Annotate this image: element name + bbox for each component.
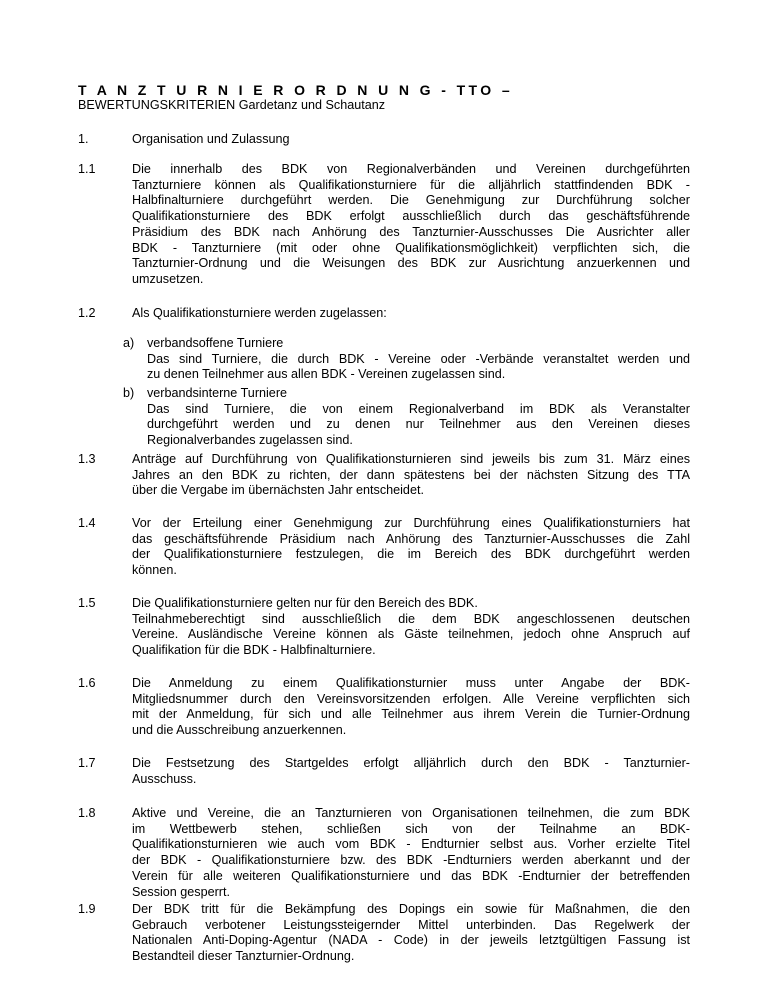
list-item-text: verbandsinterne Turniere Das sind Turniere, die von einem Regionalverband im BDK als Veranstalter durchgeführt werden und zu denen nur Teilnehmer aus den Vereinen dieses Regionalverbandes zugelassen sind.	[147, 386, 690, 448]
section-text: Anträge auf Durchführung von Qualifikationsturnieren sind jeweils bis zum 31. März eines Jahres an den BDK zu richten, der dann spätestens bei der nächsten Sitzung des TTA über die Vergabe im übernächsten Jahr entscheidet.	[132, 452, 690, 498]
section-text: Vor der Erteilung einer Genehmigung zur Durchführung eines Qualifikationsturniers hat das geschäftsführende Präsidium nach Anhörung des Tanzturnier-Ausschusses die Zahl der Qualifikationsturniere festzulegen, die im Bereich des BDK durchgeführt werden können.	[132, 516, 690, 578]
section-text: Die Anmeldung zu einem Qualifikationsturnier muss unter Angabe der BDK- Mitgliedsnummer durch den Vereinsvorsitzenden erfolgen. Alle Vereine verpflichten sich mit der Anmeldung, für sich und alle Teilnehmer aus ihrem Verein die Turnier-Ordnung und die Ausschreibung anzuerkennen.	[132, 676, 690, 738]
list-marker: b)	[123, 386, 135, 400]
section-text: Der BDK tritt für die Bekämpfung des Dopings ein sowie für Maßnahmen, die den Gebrauch verbotener Leistungssteigernder Mittel unterbinden. Das Regelwerk der Nationalen Anti-Doping-Agentur (NADA - Code) in der jeweils letztgültigen Fassung ist Bestandteil dieser Tanzturnier-Ordnung.	[132, 902, 690, 964]
list-marker: a)	[123, 336, 135, 350]
section-number: 1.	[78, 132, 89, 146]
section-number: 1.8	[78, 806, 96, 820]
section-number: 1.9	[78, 902, 96, 916]
section-text: Organisation und Zulassung	[132, 132, 290, 146]
document-subtitle: BEWERTUNGSKRITERIEN Gardetanz und Schautanz	[78, 98, 386, 112]
section-number: 1.1	[78, 162, 96, 176]
section-number: 1.4	[78, 516, 96, 530]
section-number: 1.7	[78, 756, 96, 770]
section-text: Die Festsetzung des Startgeldes erfolgt alljährlich durch den BDK - Tanzturnier- Ausschuss.	[132, 756, 690, 786]
document-title: T A N Z T U R N I E R O R D N U N G - TTO –	[78, 82, 514, 98]
section-text: Die Qualifikationsturniere gelten nur für den Bereich des BDK. Teilnahmeberechtigt sind ausschließlich die dem BDK angeschlossenen deutschen Vereine. Ausländische Vereine können als Gäste teilnehmen, jedoch ohne Anspruch auf Qualifikation für die BDK - Halbfinalturniere.	[132, 596, 690, 658]
section-number: 1.2	[78, 306, 96, 320]
list-item-text: verbandsoffene Turniere Das sind Turniere, die durch BDK - Vereine oder -Verbände veranstaltet werden und zu denen Teilnehmer aus allen BDK - Vereinen zugelassen sind.	[147, 336, 690, 382]
section-text: Als Qualifikationsturniere werden zugelassen:	[132, 306, 387, 320]
section-number: 1.5	[78, 596, 96, 610]
section-number: 1.3	[78, 452, 96, 466]
section-text: Aktive und Vereine, die an Tanzturnieren von Organisationen teilnehmen, die zum BDK im Wettbewerb stehen, schließen sich von der Teilnahme an BDK- Qualifikationsturnieren wie auch vom BDK - Endturnier selbst aus. Vorher erzielte Titel der BDK - Qualifikationsturniere bzw. des BDK -Endturniers werden aberkannt und der Verein für alle weiteren Qualifikationsturniere und das BDK -Endturnier der betreffenden Session gesperrt.	[132, 806, 690, 899]
section-number: 1.6	[78, 676, 96, 690]
section-text: Die innerhalb des BDK von Regionalverbänden und Vereinen durchgeführten Tanzturniere können als Qualifikationsturniere für die alljährlich stattfindenden BDK - Halbfinalturniere durchgeführt werden. Die Genehmigung zur Durchführung solcher Qualifikationsturniere des BDK erfolgt ausschließlich durch das geschäftsführende Präsidium des BDK nach Anhörung des Tanzturnier-Ausschusses Die Ausrichter aller BDK - Tanzturniere (mit oder ohne Qualifikationsmöglichkeit) verpflichten sich, die Tanzturnier-Ordnung und die Weisungen des BDK zur Ausrichtung anzuerkennen und umzusetzen.	[132, 162, 690, 286]
